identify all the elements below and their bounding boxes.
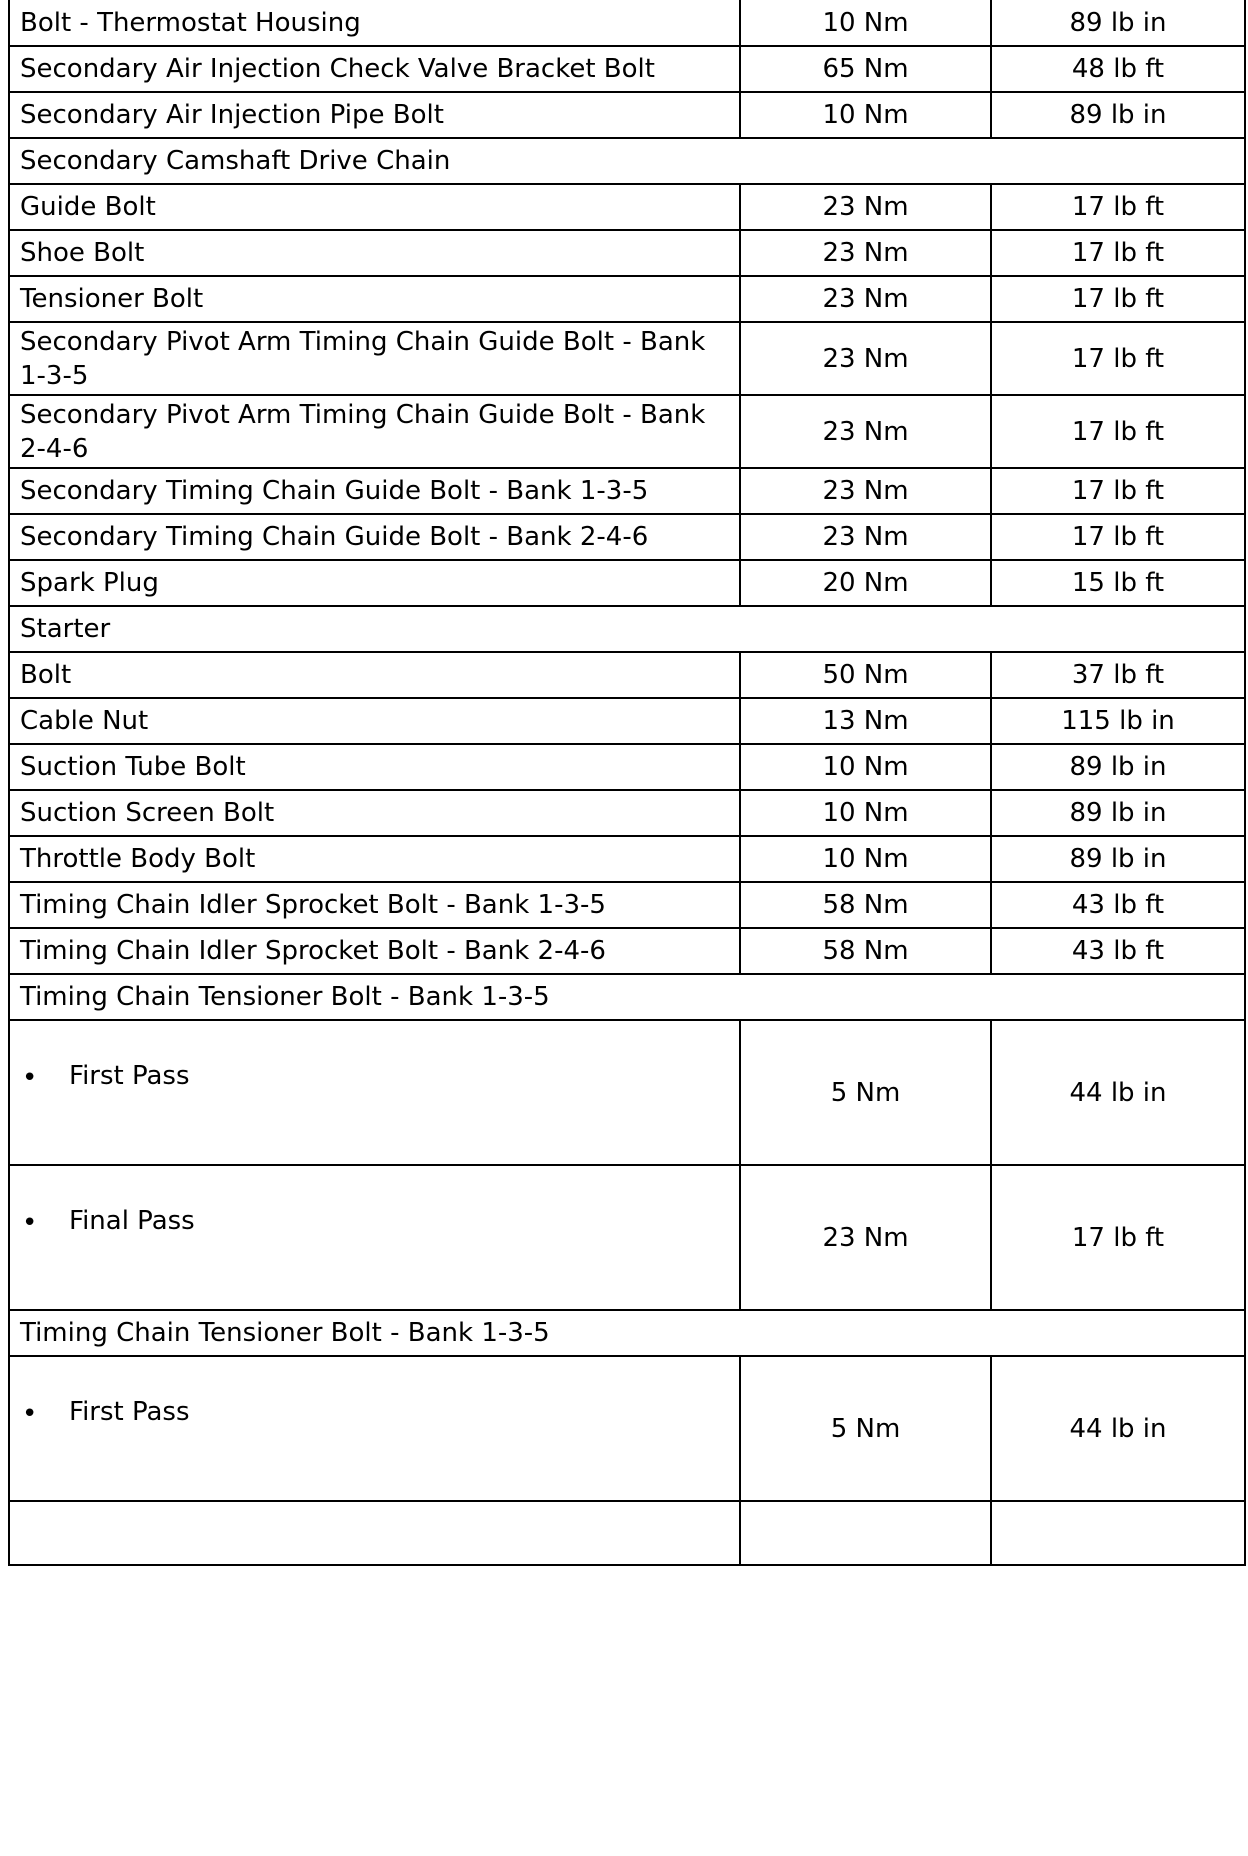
description-cell: Bolt - Thermostat Housing: [9, 0, 740, 46]
english-value-cell: 44 lb in: [991, 1356, 1245, 1501]
step-label: First Pass: [69, 1061, 190, 1091]
table-row: [9, 468, 1245, 514]
description-cell: Secondary Air Injection Check Valve Bracket Bolt: [9, 46, 740, 92]
metric-value-cell: 50 Nm: [740, 652, 991, 698]
table-row: [9, 322, 1245, 395]
english-value-cell: 17 lb ft: [991, 230, 1245, 276]
table-row: [9, 698, 1245, 744]
metric-value-cell: 23 Nm: [740, 1165, 991, 1310]
description-cell: Secondary Air Injection Pipe Bolt: [9, 92, 740, 138]
table-row: [9, 230, 1245, 276]
english-value-cell: 15 lb ft: [991, 560, 1245, 606]
table-row: [9, 184, 1245, 230]
table-row: [9, 514, 1245, 560]
metric-value-cell: 10 Nm: [740, 92, 991, 138]
description-cell: Timing Chain Idler Sprocket Bolt - Bank 1-3-5: [9, 882, 740, 928]
metric-value-cell: 23 Nm: [740, 184, 991, 230]
description-cell: Secondary Timing Chain Guide Bolt - Bank 1-3-5: [9, 468, 740, 514]
description-cell: Suction Screen Bolt: [9, 790, 740, 836]
english-value-cell: 17 lb ft: [991, 276, 1245, 322]
description-cell: Cable Nut: [9, 698, 740, 744]
description-cell: Bolt: [9, 652, 740, 698]
table-row: [9, 92, 1245, 138]
english-value-cell: 89 lb in: [991, 836, 1245, 882]
section-header-cell: Timing Chain Tensioner Bolt - Bank 1-3-5: [9, 1310, 1245, 1356]
step-label: Final Pass: [69, 1206, 195, 1236]
metric-value-cell: 13 Nm: [740, 698, 991, 744]
metric-value-cell: 23 Nm: [740, 514, 991, 560]
english-value-cell: 17 lb ft: [991, 1165, 1245, 1310]
description-cell: Timing Chain Idler Sprocket Bolt - Bank 2-4-6: [9, 928, 740, 974]
metric-value-cell: 23 Nm: [740, 468, 991, 514]
metric-value-cell: 10 Nm: [740, 0, 991, 46]
table-row: [9, 0, 1245, 46]
description-cell: [9, 1501, 740, 1565]
metric-value-cell: 10 Nm: [740, 836, 991, 882]
metric-value-cell: 58 Nm: [740, 928, 991, 974]
table-row: [9, 652, 1245, 698]
torque-spec-table: [8, 0, 1246, 1566]
description-cell: Secondary Pivot Arm Timing Chain Guide Bolt - Bank 2-4-6: [9, 395, 740, 468]
bullet-icon: •: [22, 1399, 38, 1429]
table-row: [9, 395, 1245, 468]
table-row: [9, 1020, 1245, 1165]
english-value-cell: 115 lb in: [991, 698, 1245, 744]
table-row: [9, 790, 1245, 836]
bullet-icon: •: [22, 1063, 38, 1093]
metric-value-cell: 23 Nm: [740, 322, 991, 395]
english-value-cell: 17 lb ft: [991, 184, 1245, 230]
english-value-cell: 43 lb ft: [991, 928, 1245, 974]
english-value-cell: 48 lb ft: [991, 46, 1245, 92]
table-row: [9, 882, 1245, 928]
english-value-cell: 89 lb in: [991, 790, 1245, 836]
bullet-icon: •: [22, 1208, 38, 1238]
english-value-cell: 89 lb in: [991, 744, 1245, 790]
table-row: [9, 1165, 1245, 1310]
torque-spec-table-body: [9, 0, 1245, 1565]
section-header-cell: Secondary Camshaft Drive Chain: [9, 138, 1245, 184]
english-value-cell: 17 lb ft: [991, 395, 1245, 468]
table-row: [9, 606, 1245, 652]
metric-value-cell: 5 Nm: [740, 1020, 991, 1165]
english-value-cell: [991, 1501, 1245, 1565]
step-label: First Pass: [69, 1397, 190, 1427]
description-cell: Guide Bolt: [9, 184, 740, 230]
description-cell: Throttle Body Bolt: [9, 836, 740, 882]
table-row: [9, 744, 1245, 790]
section-header-cell: Starter: [9, 606, 1245, 652]
table-row: [9, 974, 1245, 1020]
table-row: [9, 138, 1245, 184]
description-cell: Spark Plug: [9, 560, 740, 606]
table-row: [9, 1501, 1245, 1565]
table-row: [9, 928, 1245, 974]
table-row: [9, 46, 1245, 92]
english-value-cell: 44 lb in: [991, 1020, 1245, 1165]
description-cell: [9, 1020, 740, 1165]
section-header-cell: Timing Chain Tensioner Bolt - Bank 1-3-5: [9, 974, 1245, 1020]
table-row: [9, 1310, 1245, 1356]
table-row: [9, 560, 1245, 606]
description-cell: Suction Tube Bolt: [9, 744, 740, 790]
description-cell: Tensioner Bolt: [9, 276, 740, 322]
metric-value-cell: 10 Nm: [740, 790, 991, 836]
metric-value-cell: 23 Nm: [740, 276, 991, 322]
english-value-cell: 17 lb ft: [991, 468, 1245, 514]
description-cell: [9, 1356, 740, 1501]
english-value-cell: 37 lb ft: [991, 652, 1245, 698]
table-row: [9, 836, 1245, 882]
english-value-cell: 89 lb in: [991, 92, 1245, 138]
metric-value-cell: 58 Nm: [740, 882, 991, 928]
description-cell: [9, 1165, 740, 1310]
metric-value-cell: [740, 1501, 991, 1565]
metric-value-cell: 65 Nm: [740, 46, 991, 92]
description-cell: Shoe Bolt: [9, 230, 740, 276]
description-cell: Secondary Timing Chain Guide Bolt - Bank 2-4-6: [9, 514, 740, 560]
english-value-cell: 89 lb in: [991, 0, 1245, 46]
metric-value-cell: 23 Nm: [740, 230, 991, 276]
metric-value-cell: 20 Nm: [740, 560, 991, 606]
metric-value-cell: 5 Nm: [740, 1356, 991, 1501]
metric-value-cell: 10 Nm: [740, 744, 991, 790]
english-value-cell: 43 lb ft: [991, 882, 1245, 928]
metric-value-cell: 23 Nm: [740, 395, 991, 468]
english-value-cell: 17 lb ft: [991, 514, 1245, 560]
table-row: [9, 1356, 1245, 1501]
table-row: [9, 276, 1245, 322]
english-value-cell: 17 lb ft: [991, 322, 1245, 395]
description-cell: Secondary Pivot Arm Timing Chain Guide Bolt - Bank 1-3-5: [9, 322, 740, 395]
